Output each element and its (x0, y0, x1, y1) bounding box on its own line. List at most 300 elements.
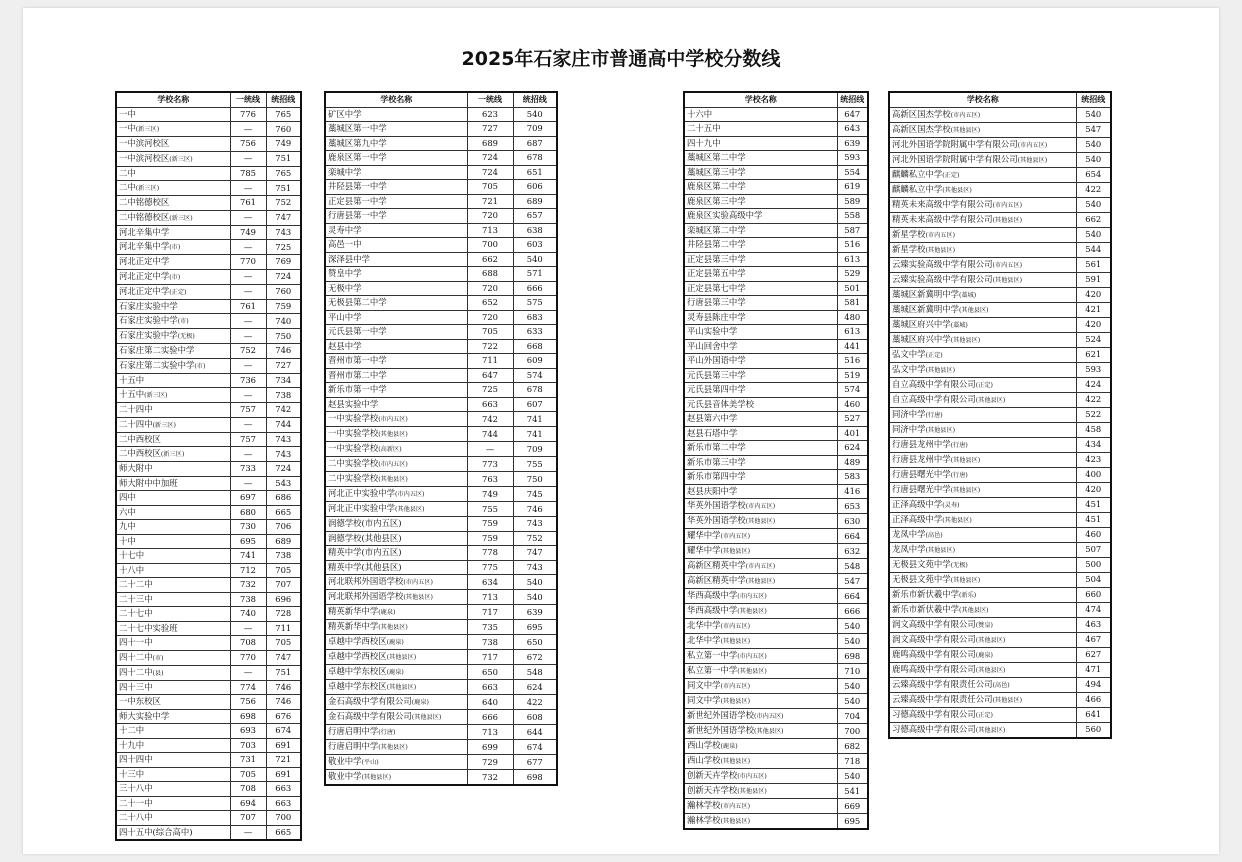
school-name-cell (325, 531, 467, 546)
score-cell: 554 (837, 165, 868, 180)
table-row (684, 354, 868, 369)
table-row (325, 122, 557, 137)
score-cell: 638 (513, 223, 557, 238)
table-row (116, 344, 301, 359)
school-name-cell (325, 412, 467, 427)
school-name-cell (684, 238, 837, 253)
table-row (684, 769, 868, 784)
score-cell: 738 (266, 549, 301, 564)
school-name: 六中 (119, 506, 136, 517)
school-name: 行唐县曙光中学 (892, 468, 951, 479)
school-name-cell (684, 664, 837, 679)
table-row (325, 325, 557, 340)
score-cell: 662 (467, 252, 513, 267)
score-cell: 660 (1076, 587, 1111, 602)
score-cell: 466 (1076, 692, 1111, 707)
table-row (684, 484, 868, 499)
school-name: 赵县石塔中学 (687, 427, 738, 438)
table-row (684, 267, 868, 282)
table-row (325, 136, 557, 151)
table-row (889, 722, 1111, 738)
column-header: 统招线 (837, 92, 868, 107)
table-row (325, 442, 557, 457)
school-name: 无极县第二中学 (328, 297, 387, 308)
column-header: 统招线 (266, 92, 301, 107)
table-row (684, 296, 868, 311)
table-row (325, 427, 557, 442)
table-row (116, 680, 301, 695)
school-name: 正定县第三中学 (687, 253, 746, 264)
score-cell: 717 (467, 650, 513, 665)
school-name: 正定县第一中学 (328, 195, 387, 206)
score-cell: 755 (513, 457, 557, 472)
score-cell: 632 (837, 544, 868, 559)
table-row (116, 284, 301, 299)
district-qualifier: (其他县区) (720, 758, 751, 765)
school-name-cell (325, 590, 467, 605)
district-qualifier: (鹿泉) (378, 609, 396, 616)
table-row (325, 472, 557, 487)
district-qualifier: (赞皇) (975, 621, 993, 629)
column-header: 学校名称 (325, 92, 467, 107)
score-cell: 474 (1076, 602, 1111, 617)
score-cell: 742 (266, 403, 301, 418)
score-cell: 591 (1076, 272, 1111, 287)
score-cell: 593 (1076, 362, 1111, 377)
school-name: 新星学校 (892, 228, 926, 239)
score-cell: 639 (837, 136, 868, 151)
score-cell: 718 (837, 754, 868, 769)
table-row (116, 447, 301, 462)
score-cell: 654 (1076, 167, 1111, 182)
district-qualifier: (藁城) (959, 291, 977, 299)
school-name: 创新天卉学校 (687, 785, 738, 795)
score-cell: 540 (513, 590, 557, 605)
school-name: 润文高级中学有限公司 (892, 633, 976, 644)
score-cell: 724 (266, 462, 301, 477)
score-cell: 694 (230, 796, 266, 811)
school-name-cell (325, 620, 467, 635)
school-name: 藁城区新冀明中学 (892, 288, 959, 299)
score-cell: 765 (266, 166, 301, 181)
score-cell: 458 (1076, 422, 1111, 437)
school-name-cell (116, 520, 230, 535)
school-name-cell (116, 680, 230, 695)
column-header: 学校名称 (116, 92, 230, 107)
table-row (889, 242, 1111, 257)
score-cell: 501 (837, 281, 868, 296)
score-cell: — (230, 447, 266, 462)
school-name-cell (116, 240, 230, 255)
school-name: 西山学校 (687, 755, 721, 765)
score-cell: 717 (467, 605, 513, 620)
table-row (325, 575, 557, 590)
school-name: 新世纪外国语学校 (687, 710, 754, 720)
school-name: 十七中 (119, 550, 145, 561)
school-name-cell (325, 223, 467, 238)
school-name: 河北正中实验中学 (328, 488, 395, 498)
school-name-cell (889, 662, 1076, 677)
school-name-cell (325, 770, 467, 786)
school-name: 四十二中 (119, 651, 153, 662)
score-cell: 727 (266, 358, 301, 373)
table-header-row (889, 92, 1111, 107)
school-name: 精英中学(市内五区) (328, 547, 402, 558)
score-cell: 640 (467, 695, 513, 710)
table-row (325, 680, 557, 695)
score-cell: 747 (513, 546, 557, 561)
school-name-cell (116, 607, 230, 622)
score-cell: 674 (266, 724, 301, 739)
score-cell: 540 (1076, 152, 1111, 167)
score-cell: 613 (837, 325, 868, 340)
table-row (116, 358, 301, 373)
score-cell: 663 (266, 782, 301, 797)
school-name-cell (684, 724, 837, 739)
score-cell: 721 (467, 194, 513, 209)
school-name: 二中西校区 (119, 433, 161, 444)
score-cell: 680 (230, 505, 266, 520)
school-name: 精英新华中学 (328, 621, 379, 631)
school-name-cell (684, 107, 837, 122)
school-name: 精英未来高级中学有限公司 (892, 213, 993, 224)
school-name-cell (116, 578, 230, 593)
score-cell: 608 (513, 710, 557, 725)
school-name: 四十九中 (687, 137, 721, 148)
score-cell: 540 (1076, 197, 1111, 212)
school-name: 元氏县第三中学 (687, 369, 746, 380)
score-cell: 401 (837, 426, 868, 441)
table-row (325, 502, 557, 517)
school-name: 栾城区第二中学 (687, 224, 746, 235)
school-name-cell (889, 692, 1076, 707)
school-name: 一中 (119, 123, 136, 133)
table-row (325, 725, 557, 740)
score-cell: 724 (266, 269, 301, 284)
school-name: 平山外国语中学 (687, 355, 746, 366)
score-cell: 527 (837, 412, 868, 427)
score-cell: 467 (1076, 632, 1111, 647)
district-qualifier: (其他县区) (925, 366, 956, 374)
table-row (325, 296, 557, 311)
school-name-cell (325, 354, 467, 369)
score-cell: 725 (266, 240, 301, 255)
school-name-cell (116, 636, 230, 651)
table-row (325, 107, 557, 122)
score-cell: 761 (230, 299, 266, 314)
school-name: 二十五中 (687, 123, 721, 134)
school-name-cell (684, 383, 837, 398)
table-row (116, 753, 301, 768)
school-name: 云臻实验高级中学有限公司 (892, 258, 993, 269)
school-name-cell (889, 197, 1076, 212)
school-name: 新乐市第一中学 (328, 384, 387, 395)
score-cell: 416 (837, 484, 868, 499)
score-cell: — (230, 329, 266, 344)
score-cell: 755 (467, 502, 513, 517)
school-name: 鹿鸣高级中学有限公司 (892, 663, 976, 674)
column-header: 统招线 (513, 92, 557, 107)
school-name-cell (889, 287, 1076, 302)
score-cell: 749 (230, 225, 266, 240)
school-name: 晋州市第二中学 (328, 369, 387, 380)
school-name-cell (116, 650, 230, 665)
school-name: 二中 (119, 167, 136, 178)
score-cell: 707 (266, 578, 301, 593)
school-name-cell (889, 707, 1076, 722)
score-cell: 705 (266, 563, 301, 578)
school-name-cell (889, 107, 1076, 122)
school-name: 行唐启明中学 (328, 726, 379, 736)
table-row (684, 589, 868, 604)
school-name-cell (325, 517, 467, 532)
school-name-cell (116, 210, 230, 225)
score-cell: 743 (266, 432, 301, 447)
score-cell: — (230, 388, 266, 403)
score-cell: 639 (513, 605, 557, 620)
score-cell: 741 (230, 549, 266, 564)
score-cell: 665 (266, 505, 301, 520)
school-name: 云臻实验高级中学有限公司 (892, 273, 993, 284)
score-cell: 571 (513, 267, 557, 282)
score-cell: 746 (513, 502, 557, 517)
school-name: 麒麟私立中学 (892, 168, 943, 179)
score-cell: 641 (1076, 707, 1111, 722)
score-cell: 471 (1076, 662, 1111, 677)
school-name-cell (116, 314, 230, 329)
score-cell: 664 (837, 589, 868, 604)
score-cell: 731 (230, 753, 266, 768)
table-row (325, 223, 557, 238)
school-name-cell (325, 710, 467, 725)
district-qualifier: (高邑) (925, 531, 943, 539)
school-name: 行唐县第三中学 (687, 297, 746, 308)
score-cell: 722 (467, 339, 513, 354)
score-cell: 676 (266, 709, 301, 724)
school-name: 灵寿中学 (328, 224, 362, 235)
school-name: 矿区中学 (328, 108, 362, 119)
district-qualifier: (新三区) (169, 214, 193, 222)
score-cell: 623 (467, 107, 513, 122)
school-name: 弘文中学 (892, 363, 926, 374)
score-cell: 756 (230, 137, 266, 152)
school-name-cell (889, 152, 1076, 167)
table-row (116, 137, 301, 152)
school-name: 行唐县龙州中学 (892, 438, 951, 449)
score-cell: — (230, 825, 266, 840)
score-cell: 695 (230, 534, 266, 549)
school-name-cell (889, 122, 1076, 137)
score-cell: 760 (266, 122, 301, 137)
table-row (325, 281, 557, 296)
school-name: 同文中学 (687, 695, 721, 705)
school-name-cell (684, 589, 837, 604)
table-row (116, 225, 301, 240)
school-name-cell (684, 412, 837, 427)
score-cell: 727 (467, 122, 513, 137)
school-name-cell (684, 267, 837, 282)
score-cell: 729 (467, 755, 513, 770)
table-row (325, 194, 557, 209)
score-cell: 770 (230, 255, 266, 270)
district-qualifier: (其他县区) (411, 714, 442, 721)
school-name-cell (684, 455, 837, 470)
table-row (684, 441, 868, 456)
school-name: 高邑一中 (328, 239, 362, 250)
district-qualifier: (市内五区) (754, 713, 784, 720)
score-cell: 743 (513, 560, 557, 575)
school-name-cell (116, 811, 230, 826)
school-name: 深泽县中学 (328, 253, 370, 264)
school-name-cell (325, 546, 467, 561)
score-cell: 558 (837, 209, 868, 224)
district-qualifier: (市) (177, 318, 189, 325)
table-row (684, 136, 868, 151)
table-row (116, 417, 301, 432)
school-name: 精英未来高级中学有限公司 (892, 198, 993, 209)
column-header: 统招线 (1076, 92, 1111, 107)
score-cell: — (230, 122, 266, 137)
table-row (684, 426, 868, 441)
school-name-cell (889, 647, 1076, 662)
school-name-cell (325, 281, 467, 296)
score-cell: 609 (513, 354, 557, 369)
table-row (325, 457, 557, 472)
school-name: 四十一中 (119, 637, 153, 648)
table-row (889, 137, 1111, 152)
district-qualifier: (其他县区) (950, 486, 981, 494)
school-name: 一中实验学校 (328, 413, 379, 423)
school-name-cell (116, 665, 230, 680)
score-cell: 724 (467, 151, 513, 166)
district-qualifier: (鹿泉) (386, 669, 404, 676)
score-cell: 420 (1076, 317, 1111, 332)
school-name: 河北联邦外国语学校 (328, 591, 404, 601)
school-name-cell (889, 512, 1076, 527)
school-name: 十九中 (119, 739, 145, 750)
score-cell: 700 (837, 724, 868, 739)
school-name: 正泽高级中学 (892, 498, 943, 509)
school-name: 十五中 (119, 374, 145, 385)
school-name: 新乐市第三中学 (687, 456, 746, 467)
score-cell: 434 (1076, 437, 1111, 452)
school-name: 润德学校(市内五区) (328, 518, 402, 529)
table-row (684, 325, 868, 340)
score-cell: 480 (837, 310, 868, 325)
school-name: 华西高级中学 (687, 590, 738, 600)
school-name: 耀华中学 (687, 545, 721, 555)
score-cell: — (230, 417, 266, 432)
score-cell: 500 (1076, 557, 1111, 572)
district-qualifier: (市内五区) (737, 593, 767, 600)
score-cell: 738 (230, 592, 266, 607)
school-name-cell (889, 482, 1076, 497)
score-cell: 504 (1076, 572, 1111, 587)
score-cell: 757 (230, 403, 266, 418)
district-qualifier: (其他县区) (378, 624, 408, 631)
school-name-cell (889, 602, 1076, 617)
school-name: 新乐市第四中学 (687, 471, 746, 482)
score-cell: 657 (513, 209, 557, 224)
school-name: 金石高级中学有限公司 (328, 696, 412, 706)
school-name-cell (684, 739, 837, 754)
score-cell: 583 (837, 470, 868, 485)
school-name-cell (325, 442, 467, 457)
score-cell: 663 (467, 397, 513, 412)
district-qualifier: (市内五区) (720, 533, 751, 540)
school-name-cell (325, 180, 467, 195)
score-cell: 540 (837, 634, 868, 649)
school-name-cell (684, 470, 837, 485)
score-cell: 709 (513, 442, 557, 457)
school-name: 二中实验学校 (328, 473, 379, 483)
school-name: 云臻高级中学有限责任公司 (892, 678, 993, 689)
table-row (116, 709, 301, 724)
table-row (116, 505, 301, 520)
score-cell: 652 (467, 296, 513, 311)
school-name-cell (684, 514, 837, 529)
school-name: 耀华中学 (687, 530, 721, 540)
school-name: 无极县文苑中学 (892, 558, 951, 569)
score-cell: 668 (513, 339, 557, 354)
district-qualifier: (其他县区) (720, 698, 751, 705)
score-cell: 699 (467, 740, 513, 755)
school-name: 藁城区第二中学 (687, 152, 746, 163)
table-row (116, 549, 301, 564)
table-row (116, 767, 301, 782)
school-name: 平山回舍中学 (687, 340, 738, 351)
table-row (684, 619, 868, 634)
table-row (325, 620, 557, 635)
table-row (116, 738, 301, 753)
table-row (325, 151, 557, 166)
score-cell: 540 (513, 252, 557, 267)
school-name-cell (116, 621, 230, 636)
district-qualifier: (其他县区) (737, 608, 767, 615)
score-cell: 744 (266, 417, 301, 432)
table-row (325, 695, 557, 710)
score-cell: 678 (513, 383, 557, 398)
school-name: 敬业中学 (328, 771, 362, 781)
score-cell: 540 (1076, 227, 1111, 242)
school-name: 石家庄实验中学 (119, 330, 178, 340)
table-row (116, 578, 301, 593)
table-row (684, 664, 868, 679)
score-cell: 541 (837, 784, 868, 799)
table-row (889, 392, 1111, 407)
table-row (889, 632, 1111, 647)
school-name-cell (889, 587, 1076, 602)
table-row (325, 310, 557, 325)
school-name-cell (116, 796, 230, 811)
table-row (889, 257, 1111, 272)
school-name-cell (116, 724, 230, 739)
score-cell: 540 (1076, 107, 1111, 122)
score-table-4 (888, 91, 1112, 739)
table-row (684, 604, 868, 619)
school-name-cell (889, 527, 1076, 542)
table-row (889, 692, 1111, 707)
score-cell: 738 (266, 388, 301, 403)
table-row (684, 739, 868, 754)
score-cell: 773 (467, 457, 513, 472)
school-name: 二十七中 (119, 608, 153, 619)
score-cell: 724 (467, 165, 513, 180)
table-row (684, 368, 868, 383)
table-row (684, 209, 868, 224)
score-cell: 524 (1076, 332, 1111, 347)
school-name: 二中 (119, 182, 136, 192)
